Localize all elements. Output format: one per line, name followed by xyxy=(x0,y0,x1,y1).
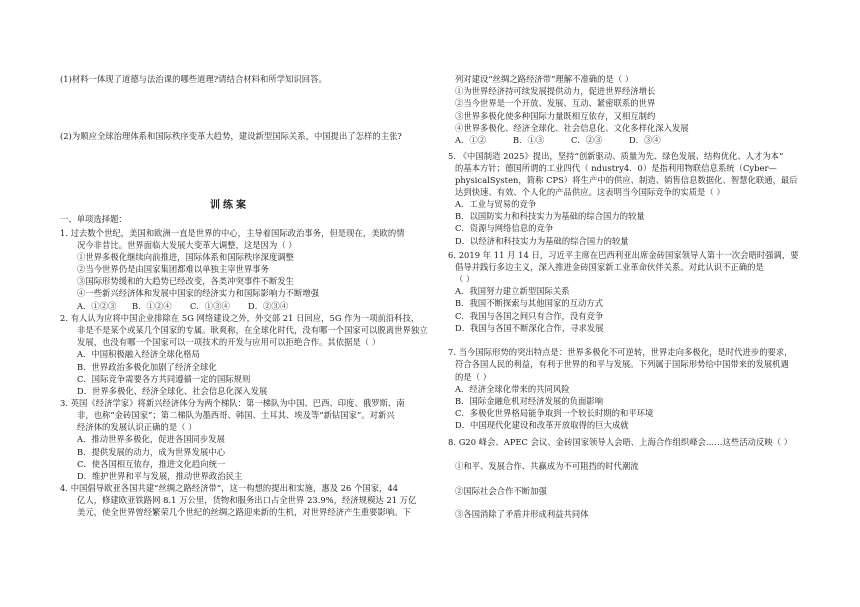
q6-stem-line: 倡导并践行多边主义，深入推进金砖国家新工业革命伙伴关系。对此认识不正确的是 xyxy=(455,262,764,272)
q8-stem-line: 8. G20 峰会、APEC 会议、金砖国家领导人会晤、上海合作组织峰会……这些活动反映（ ） xyxy=(448,437,793,447)
q4-option: ②当今世界是一个开放、发展、互动、紧密联系的世界 xyxy=(455,98,656,108)
q5-stem-line: physicalSysten，简称 CPS）将生产中的供应、制造、销售信息数据化、智慧化联通，最后 xyxy=(455,175,798,185)
q6-stem-line: （ ） xyxy=(455,274,475,284)
q3-stem-line: 3. 英国《经济学家》将新兴经济体分为两个梯队：第一梯队为中国、巴西、印度、俄罗斯、南 xyxy=(60,398,405,408)
q3-option-c: C．使各国相互依存，推进文化趋向统一 xyxy=(77,459,226,469)
q3-stem-line: 非，也称“金砖国家”；第二梯队为墨西哥、韩国、土耳其、埃及等“新钻国家”。对新兴 xyxy=(77,410,395,420)
q6-option-b: B．我国不断探索与其他国家的互动方式 xyxy=(455,298,604,308)
q1-stem-line: 1. 过去数个世纪，美国和欧洲一直是世界的中心，主导着国际政治事务，但是现在，美欧的情 xyxy=(60,228,405,238)
q2-stem-line: 非是不是某个或某几个国家的专属。耿爽称，在全球化时代，没有哪一个国家可以脱离世界独立 xyxy=(77,325,428,335)
q8-option: ②国际社会合作不断加强 xyxy=(455,486,547,496)
q7-option-c: C．多极化世界格局能争取到一个较长时期的和平环境 xyxy=(455,408,654,418)
q3-stem-line: 经济体的发展认识正确的是（ ） xyxy=(77,422,197,432)
q5-option-c: C．资源与网络信息的竞争 xyxy=(455,223,554,233)
q2-option-d: D．世界多极化、经济全球化、社会信息化深入发展 xyxy=(77,386,268,396)
q5-option-b: B．以国防实力和科技实力为基础的综合国力的较量 xyxy=(455,211,645,221)
q4-option: ④世界多极化、经济全球化、社会信息化、文化多样化深入发展 xyxy=(455,123,689,133)
material-question-1: (1)材料一体现了道德与法治课的哪些道理?请结合材料和所学知识回答。 xyxy=(60,74,327,84)
choice-b: B．①③ xyxy=(513,135,545,145)
choice-d: D．③④ xyxy=(629,135,661,145)
q3-option-b: B．提供发展的动力，成为世界发展中心 xyxy=(77,447,226,457)
q4-stem-line: 美元，使全世界曾经繁荣几个世纪的丝绸之路迎来新的生机，对世界经济产生重要影响。下 xyxy=(77,507,411,517)
choice-d: D．②③④ xyxy=(248,301,289,311)
q7-option-b: B．国际金融危机对经济发展的负面影响 xyxy=(455,396,604,406)
q7-stem-line: 7. 当今国际形势的突出特点是：世界多极化不可逆转，世界走向多极化，是时代进步的要求， xyxy=(448,347,793,357)
q4-option: ③世界多极化使多种国际力量既相互依存，又相互制约 xyxy=(455,111,656,121)
q4-choices xyxy=(455,135,684,146)
q5-stem-line: 5. 《中国制造 2025》提出，坚持“创新驱动、质量为先、绿色发展、结构优化、人才为本” xyxy=(448,151,784,161)
q2-stem-line: 2. 有人认为应将中国企业排除在 5G 网络建设之外，外交部 21 日回应，5G 作为一项前沿科技， xyxy=(60,313,420,323)
q7-option-a: A．经济全球化带来的共同风险 xyxy=(455,384,570,394)
q4-stem-line: 列对建设“丝绸之路经济带”理解不准确的是（ ） xyxy=(455,74,634,84)
q5-stem-line: 的基本方针；德国所谓的工业四代（ ndustry4．0）是指利用物联信息系统（Cyber— xyxy=(455,163,777,173)
q5-stem-line: 达到快速、有效、个人化的产品供应。这表明当今国际竞争的实质是（ ） xyxy=(455,187,725,197)
q1-option: ②当今世界仍是由国家集团都难以单独主宰世界事务 xyxy=(77,264,269,274)
q8-option: ③各国消除了矛盾并形成利益共同体 xyxy=(455,509,589,519)
q4-option: ①为世界经济持可续发展提供动力，促进世界经济增长 xyxy=(455,86,656,96)
choice-c: C．②③ xyxy=(571,135,603,145)
q4-stem-line: 亿人，修建欧亚铁路网 8.1 万公里，货物和服务出口占全世界 23.9%，经济规模达 21 万亿 xyxy=(77,495,417,505)
q1-stem-line: 况今非昔比。世界面临大发展大变革大调整，这是因为（ ） xyxy=(77,240,297,250)
choice-a: A．①②③ xyxy=(77,301,117,311)
q4-stem-line: 4. 中国倡导欧亚各国共建“丝绸之路经济带”，这一构想的提出和实施，惠及 26 个国家，44 xyxy=(60,483,399,493)
q5-option-a: A．工业与贸易的竞争 xyxy=(455,199,537,209)
choice-b: B．①②④ xyxy=(132,301,172,311)
q1-option: ①世界多极化继续向前推进，国际体系和国际秩序深度调整 xyxy=(77,252,295,262)
q6-option-a: A．我国努力建立新型国际关系 xyxy=(455,286,570,296)
q1-option: ③国际形势缓和的大趋势已经改变，各类冲突事件不断发生 xyxy=(77,276,295,286)
q3-option-a: A．推动世界多极化，促进各国同步发展 xyxy=(77,434,225,444)
choice-c: C．①③④ xyxy=(190,301,230,311)
q2-stem-line: 发展，也没有哪一个国家可以一项技术的开发与应用可以拒绝合作。其依据是（ ） xyxy=(77,337,381,347)
q2-option-c: C．国际竞争需要各方共同遵循一定的国际规则 xyxy=(77,374,251,384)
section-title: 训练案 xyxy=(210,200,249,211)
q2-option-a: A．中国积极融入经济全球化格局 xyxy=(77,349,200,359)
material-question-2: (2)为顺应全球治理体系和国际秩序变革大趋势，建设新型国际关系，中国提出了怎样的主张? xyxy=(60,131,402,141)
q6-option-d: D．我国与各国不断深化合作，寻求发展 xyxy=(455,323,604,333)
q1-choices xyxy=(77,301,303,312)
q6-option-c: C．我国与各国之间只有合作，没有竞争 xyxy=(455,311,604,321)
q6-stem-line: 6. 2019 年 11 月 14 日，习近平主席在巴西利亚出席金砖国家领导人第十一次会晤时强调，要 xyxy=(448,250,799,260)
q7-stem-line: 的是（ ） xyxy=(455,372,492,382)
q3-option-d: D．维护世界和平与发展，推动世界政治民主 xyxy=(77,471,243,481)
q1-option: ④一些新兴经济体和发展中国家的经济实力和国际影响力不断增强 xyxy=(77,288,320,298)
q5-option-d: D．以经济和科技实力为基础的综合国力的较量 xyxy=(455,236,629,246)
section-heading: 一、单项选择题： xyxy=(60,214,127,224)
q7-option-d: D．中国现代化建设和改革开放取得的巨大成就 xyxy=(455,420,629,430)
q7-stem-line: 符合各国人民的利益，有利于世界的和平与发展。下列属于国际形势给中国带来的发展机遇 xyxy=(455,359,789,369)
q8-option: ①和平、发展合作、共赢成为不可阻挡的时代潮流 xyxy=(455,461,639,471)
choice-a: A．①② xyxy=(455,135,487,145)
q2-option-b: B．世界政治多极化加剧了经济全球化 xyxy=(77,362,217,372)
